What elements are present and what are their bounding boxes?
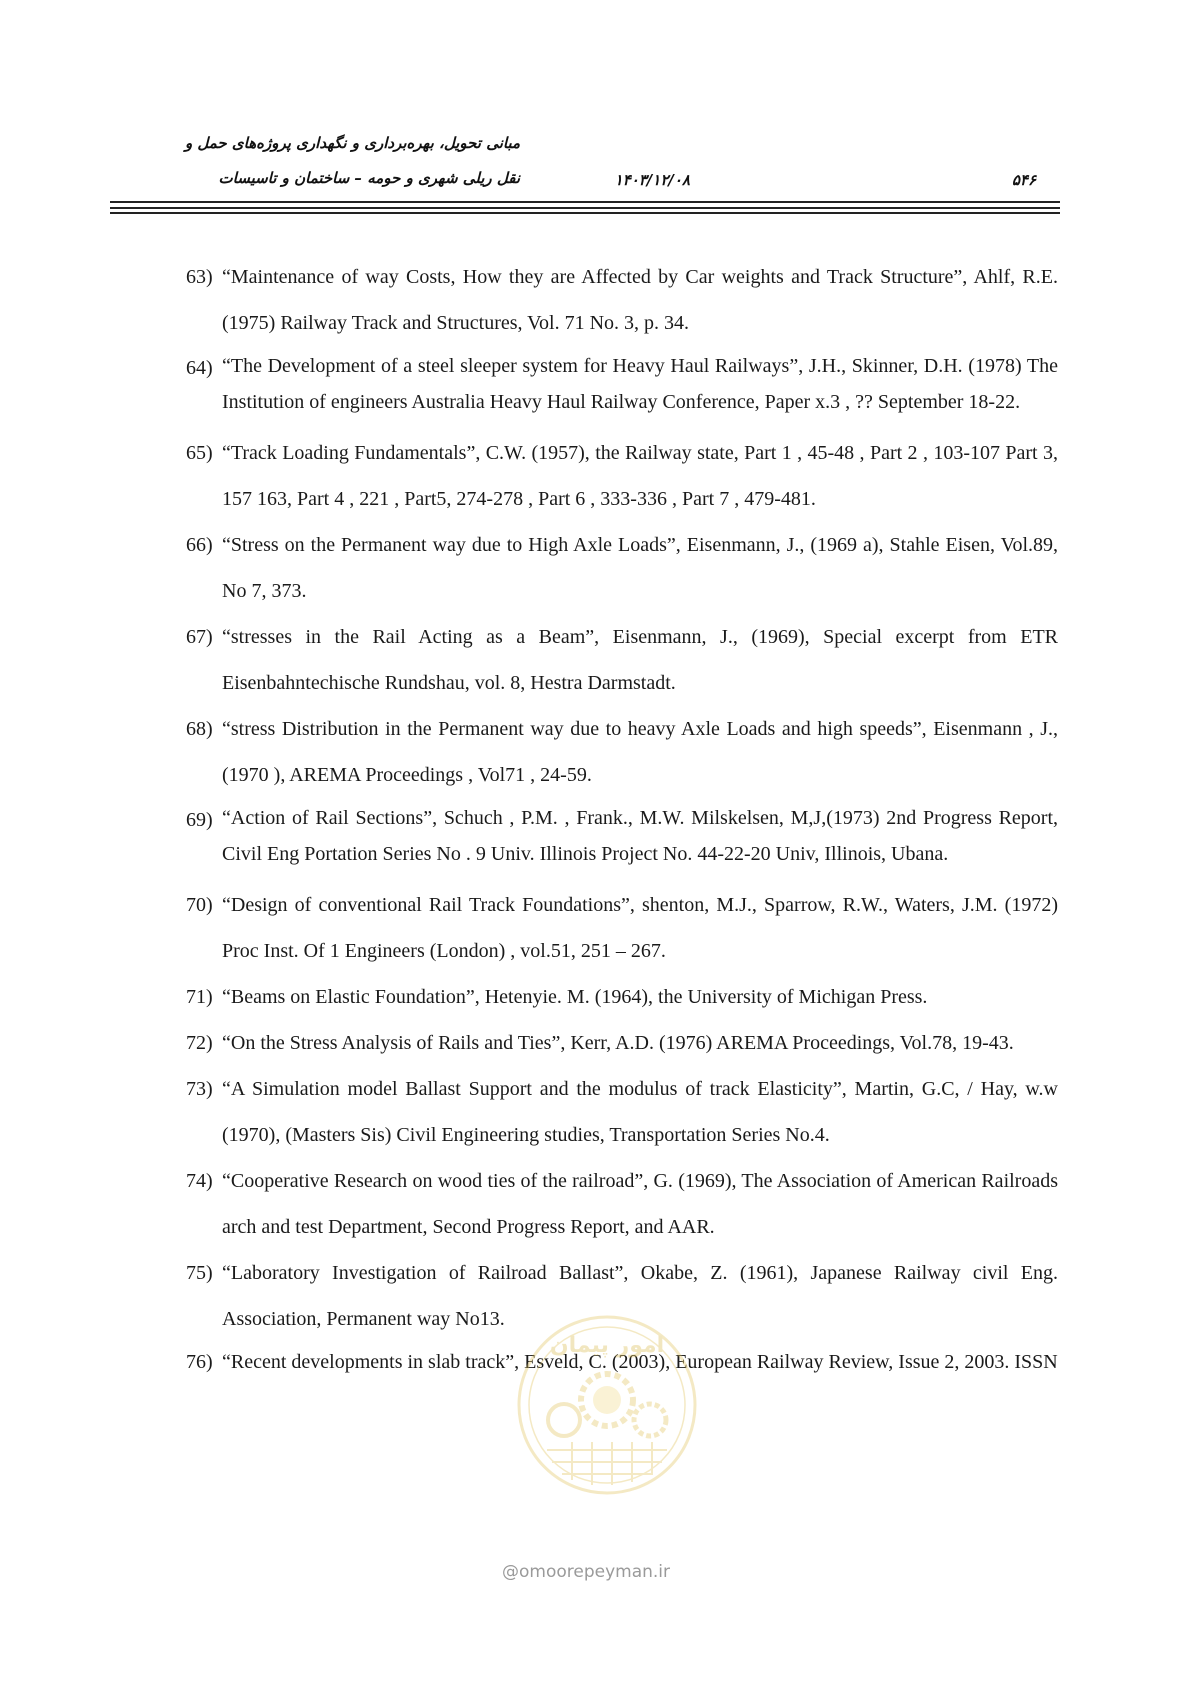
reference-text: “Beams on Elastic Foundation”, Hetenyie. M. (1964), the University of Michigan Press. [222,986,928,1008]
reference-item [186,430,1058,522]
reference-item [186,800,1058,872]
reference-text: “A Simulation model Ballast Support and the modulus of track Elasticity”, Martin, G.C, / Hay, w.w (1970), (Masters Sis) Civil Engineering studies, Transportation Series No.4. [222,1078,1058,1146]
reference-number: 63) [186,266,213,288]
reference-text: “stress Distribution in the Permanent way due to heavy Axle Loads and high speeds”, Eisenmann , J., (1970 ), AREMA Proceedings , Vol71 , 24-59. [222,718,1058,786]
reference-text: “Stress on the Permanent way due to High Axle Loads”, Eisenmann, J., (1969 a), Stahle Eisen, Vol.89, No 7, 373. [222,534,1058,602]
reference-number: 72) [186,1032,213,1054]
reference-item [186,348,1058,420]
reference-text: “Track Loading Fundamentals”, C.W. (1957), the Railway state, Part 1 , 45-48 , Part 2 , 103-107 Part 3, 157 163, Part 4 , 221 , Part5, 274-278 , Part 6 , 333-336 , Part 7 , 479-481. [222,442,1058,510]
watermark-seal-text: امور پیمان [549,1333,665,1358]
reference-text: “Maintenance of way Costs, How they are Affected by Car weights and Track Structure”, Ahlf, R.E. (1975) Railway Track and Structures, Vol. 71 No. 3, p. 34. [222,266,1058,334]
reference-item [186,706,1058,798]
reference-item [186,882,1058,974]
reference-text: “Recent developments in slab track”, Esveld, C. (2003), European Railway Review, Issue 2, 2003. ISSN [222,1351,1058,1373]
reference-text: “Action of Rail Sections”, Schuch , P.M. , Frank., M.W. Milskelsen, M,J,(1973) 2nd Progress Report, Civil Eng Portation Series No . 9 Univ. Illinois Project No. 44-22-20 Univ, Illinois, Ubana. [222,807,1058,865]
reference-item [186,974,1058,1020]
reference-number: 64) [186,357,213,379]
header-rule-top [110,201,1060,203]
reference-item [186,1066,1058,1158]
reference-text: “stresses in the Rail Acting as a Beam”, Eisenmann, J., (1969), Special excerpt from ETR Eisenbahntechische Rundshau, vol. 8, Hestra Darmstadt. [222,626,1058,694]
reference-number: 68) [186,718,213,740]
header-rule-bottom [110,212,1060,214]
reference-text: “On the Stress Analysis of Rails and Ties”, Kerr, A.D. (1976) AREMA Proceedings, Vol.78, 19-43. [222,1032,1014,1054]
reference-number: 71) [186,986,213,1008]
reference-number: 69) [186,809,213,831]
reference-number: 70) [186,894,213,916]
reference-number: 76) [186,1351,213,1373]
page-header [110,120,1060,190]
reference-number: 74) [186,1170,213,1192]
reference-number: 65) [186,442,213,464]
reference-text: “The Development of a steel sleeper system for Heavy Haul Railways”, J.H., Skinner, D.H. (1978) The Institution of engineers Australia Heavy Haul Railway Conference, Paper x.3 , ?? September 18-22. [222,355,1058,413]
reference-text: “Design of conventional Rail Track Foundations”, shenton, M.J., Sparrow, R.W., Waters, J.M. (1972) Proc Inst. Of 1 Engineers (London) , vol.51, 251 – 267. [222,894,1058,962]
reference-number: 75) [186,1262,213,1284]
reference-item [186,1342,1058,1382]
reference-item [186,1250,1058,1342]
header-date: ۱۴۰۳/۱۲/۰۸ [614,171,690,189]
watermark-site-text [502,1562,670,1582]
reference-list [186,254,1058,1382]
reference-item [186,1020,1058,1066]
reference-item [186,522,1058,614]
reference-number: 66) [186,534,213,556]
book-title-line-2: نقل ریلی شهری و حومه – ساختمان و تاسیسات [218,169,520,187]
book-title-line-1: مبانی تحویل، بهره‌برداری و نگهداری پروژه‌های حمل و [184,134,520,152]
watermark-site-label: omoorepeyman.ir [519,1562,671,1582]
page-number: ۵۴۶ [1011,171,1036,189]
reference-item [186,254,1058,346]
header-rule-middle [110,207,1060,209]
watermark-site-icon: @ [502,1562,519,1582]
reference-number: 67) [186,626,213,648]
reference-number: 73) [186,1078,213,1100]
reference-text: “Cooperative Research on wood ties of the railroad”, G. (1969), The Association of American Railroads arch and test Department, Second Progress Report, and AAR. [222,1170,1058,1238]
reference-text: “Laboratory Investigation of Railroad Ballast”, Okabe, Z. (1961), Japanese Railway civil Eng. Association, Permanent way No13. [222,1262,1058,1330]
reference-item [186,614,1058,706]
reference-item [186,1158,1058,1250]
